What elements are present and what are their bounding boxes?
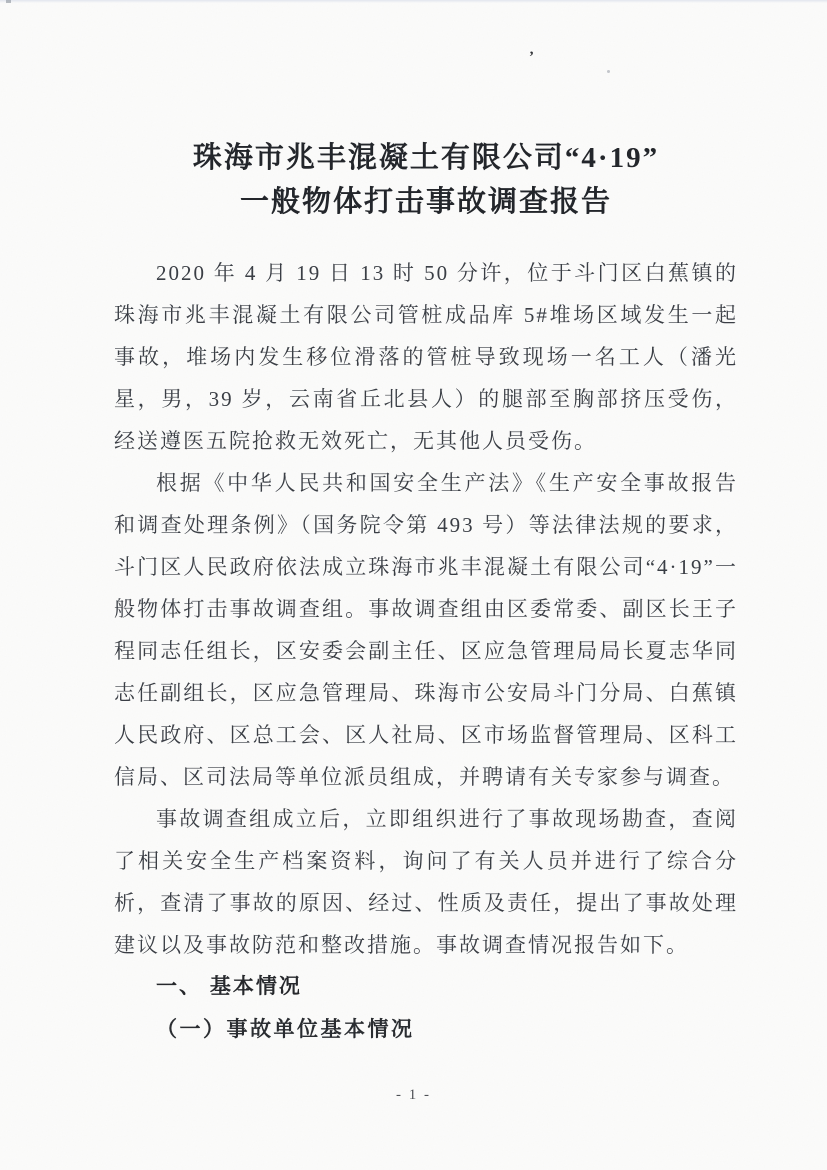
paragraph-investigation-work: 事故调查组成立后，立即组织进行了事故现场勘查，查阅了相关安全生产档案资料，询问了有关人员并进行了综合分析，查清了事故的原因、经过、性质及责任，提出了事故处理建议以及事故防范和整改措施。事故调查情况报告如下。 (114, 807, 738, 957)
stray-mark-artifact: ’ (529, 49, 534, 65)
dot-speck-artifact (607, 70, 610, 73)
page-number: - 1 - (396, 1087, 431, 1103)
report-title (114, 136, 738, 224)
corner-speck-artifact (6, 0, 11, 3)
scan-edge-artifact (0, 0, 827, 3)
report-title-line-1: 珠海市兆丰混凝土有限公司“4·19” (192, 142, 660, 174)
report-body (114, 136, 738, 1050)
subsection-heading-accident-unit: （一）事故单位基本情况 (156, 1017, 415, 1041)
paragraph-investigation-team: 根据《中华人民共和国安全生产法》《生产安全事故报告和调查处理条例》（国务院令第 493 号）等法律法规的要求，斗门区人民政府依法成立珠海市兆丰混凝土有限公司“4·19”一般物体打击事故调查组。事故调查组由区委常委、副区长王子程同志任组长，区安委会副主任、区应急管理局局长夏志华同志任副组长，区应急管理局、珠海市公安局斗门分局、白蕉镇人民政府、区总工会、区人社局、区市场监督管理局、区科工信局、区司法局等单位派员组成，并聘请有关专家参与调查。 (114, 471, 738, 789)
report-title-line-2: 一般物体打击事故调查报告 (239, 186, 612, 218)
section-heading-basic-situation: 一、 基本情况 (156, 975, 302, 998)
paragraph-incident-summary: 2020 年 4 月 19 日 13 时 50 分许，位于斗门区白蕉镇的珠海市兆丰混凝土有限公司管桩成品库 5#堆场区域发生一起事故，堆场内发生移位滑落的管桩导致现场一名工人（潘光星，男，39 岁，云南省丘北县人）的腿部至胸部挤压受伤，经送遵医五院抢救无效死亡，无其他人员受伤。 (114, 261, 738, 453)
